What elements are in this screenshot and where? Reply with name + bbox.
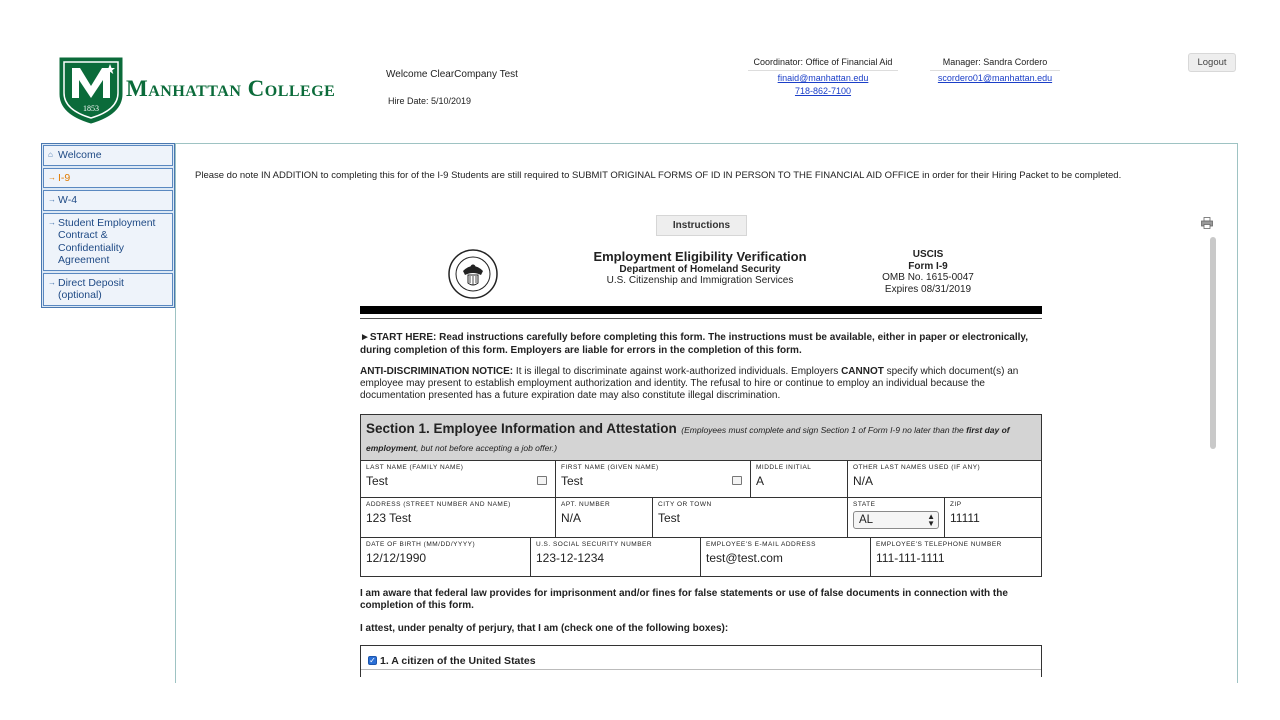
form-name: Form I-9 <box>908 260 948 272</box>
manager-email-link[interactable]: scordero01@manhattan.edu <box>937 73 1053 83</box>
uscis-block <box>858 249 998 295</box>
form-dept: Department of Homeland Security <box>619 264 781 275</box>
citizenship-options <box>360 645 1042 677</box>
college-shield-icon <box>58 56 124 124</box>
form-row <box>361 461 1041 498</box>
arrow-icon: → <box>48 217 56 227</box>
form-row <box>361 538 1041 576</box>
hire-date: Hire Date: 5/10/2019 <box>388 96 472 106</box>
email-field[interactable]: EMPLOYEE'S E-MAIL ADDRESS test@test.com <box>701 538 871 576</box>
select-arrows-icon: ▲ ▼ <box>927 512 935 528</box>
address-field[interactable]: ADDRESS (STREET NUMBER AND NAME) 123 Test <box>361 498 556 537</box>
field-card-icon[interactable] <box>732 476 742 485</box>
id-notice: Please do note IN ADDITION to completing this for of the I-9 Students are still required to SUBMIT ORIGINAL FORMS OF ID IN PERSON TO THE FINANCIAL AID OFFICE in order for their Hiring Packet to be completed. <box>195 170 1122 181</box>
divider <box>360 306 1042 314</box>
coordinator-role: Coordinator: Office of Financial Aid <box>748 56 898 71</box>
start-here-text: ►START HERE: Read instructions carefully before completing this form. The instructions must be available, either in paper or electronically, during completion of this form. Employers are liable for errors in the completion of this form. <box>360 332 1028 356</box>
sidebar-item-label: I-9 <box>58 171 71 184</box>
form-expires: Expires 08/31/2019 <box>884 283 972 295</box>
field-card-icon[interactable] <box>537 476 547 485</box>
sidebar-item-label: Student Employment Contract & Confidentiality Agreement <box>58 216 156 266</box>
arrow-icon: → <box>48 172 56 182</box>
arrow-icon: → <box>48 277 56 287</box>
home-icon: ⌂ <box>48 150 53 159</box>
dob-field[interactable]: DATE OF BIRTH (MM/DD/YYYY) 12/12/1990 <box>361 538 531 576</box>
manager-role: Manager: Sandra Cordero <box>930 56 1060 71</box>
manager-contact <box>930 56 1060 85</box>
logout-button[interactable]: Logout <box>1188 53 1236 72</box>
dhs-seal-icon <box>448 249 498 299</box>
arrow-icon: → <box>48 195 56 204</box>
sidebar-item-w4[interactable] <box>43 190 173 211</box>
divider <box>360 318 1042 319</box>
omb-number: OMB No. 1615-0047 <box>882 272 974 283</box>
other-names-field[interactable]: OTHER LAST NAMES USED (IF ANY) N/A <box>853 464 981 488</box>
checkbox-checked-icon[interactable]: ✓ <box>369 656 376 665</box>
zip-field[interactable]: ZIP 11111 <box>950 501 980 525</box>
svg-text:1853: 1853 <box>83 104 99 113</box>
college-name: Manhattan College <box>126 76 336 101</box>
citizen-option-label: 1. A citizen of the United States <box>380 654 536 667</box>
anti-discrimination-notice: ANTI-DISCRIMINATION NOTICE: It is illegal to discriminate against work-authorized individuals. Employers CANNOT specify which document(s) an employee may present to establish employment authorization and identity. The refusal to hire or continue to employ an individual because the documentation presented has a future expiration date may also constitute illegal discrimination. <box>360 366 1019 401</box>
print-icon[interactable] <box>1201 217 1213 229</box>
manhattan-college-logo[interactable] <box>58 56 383 124</box>
form-title-block <box>560 249 840 286</box>
section1-subtitle: (Employees must complete and sign Section 1 of Form I-9 no later than the first day of employment, but not before accepting a job offer.) <box>366 425 1010 453</box>
form-agency: U.S. Citizenship and Immigration Services <box>606 275 794 286</box>
attestation-text: I attest, under penalty of perjury, that I am (check one of the following boxes): <box>360 623 729 634</box>
first-name-field[interactable]: FIRST NAME (GIVEN NAME) Test <box>556 461 751 497</box>
coordinator-phone-link[interactable]: 718-862-7100 <box>794 86 852 96</box>
sidebar-item-label: W-4 <box>58 194 78 206</box>
form-title: Employment Eligibility Verification <box>593 249 807 264</box>
coordinator-email-link[interactable]: finaid@manhattan.edu <box>777 73 869 83</box>
phone-field[interactable]: EMPLOYEE'S TELEPHONE NUMBER 111-111-1111 <box>876 541 1002 565</box>
uscis-label: USCIS <box>912 249 944 260</box>
state-select[interactable]: AL ▲ ▼ <box>853 511 939 529</box>
sidebar-item-direct-deposit[interactable] <box>43 273 173 306</box>
last-name-field[interactable]: LAST NAME (FAMILY NAME) Test <box>361 461 556 497</box>
sidebar-item-label: Welcome <box>58 149 102 161</box>
main-panel <box>175 143 1238 683</box>
ssn-field[interactable]: U.S. SOCIAL SECURITY NUMBER 123-12-1234 <box>531 538 701 576</box>
section1-title: Section 1. Employee Information and Attestation <box>366 421 677 436</box>
sidebar-item-welcome[interactable] <box>43 145 173 166</box>
state-field: STATE AL ▲ ▼ <box>848 498 945 537</box>
federal-law-notice: I am aware that federal law provides for imprisonment and/or fines for false statements or use of false documents in connection with the completion of this form. <box>360 588 1008 611</box>
welcome-text: Welcome ClearCompany Test <box>386 69 518 80</box>
section1-header <box>361 415 1041 461</box>
section1-table <box>360 414 1042 577</box>
sidebar-item-i9[interactable] <box>43 168 173 189</box>
sidebar-item-label: Direct Deposit (optional) <box>58 276 124 301</box>
sidebar-item-student-contract[interactable] <box>43 213 173 271</box>
instructions-button[interactable]: Instructions <box>656 215 747 236</box>
coordinator-contact <box>748 56 898 98</box>
middle-initial-field[interactable]: MIDDLE INITIAL A <box>751 461 848 497</box>
sidebar-nav <box>41 143 175 308</box>
citizen-option[interactable] <box>361 646 1041 670</box>
apt-number-field[interactable]: APT. NUMBER N/A <box>556 498 653 537</box>
city-field[interactable]: CITY OR TOWN Test <box>653 498 848 537</box>
scrollbar[interactable] <box>1210 237 1216 449</box>
form-row <box>361 498 1041 538</box>
